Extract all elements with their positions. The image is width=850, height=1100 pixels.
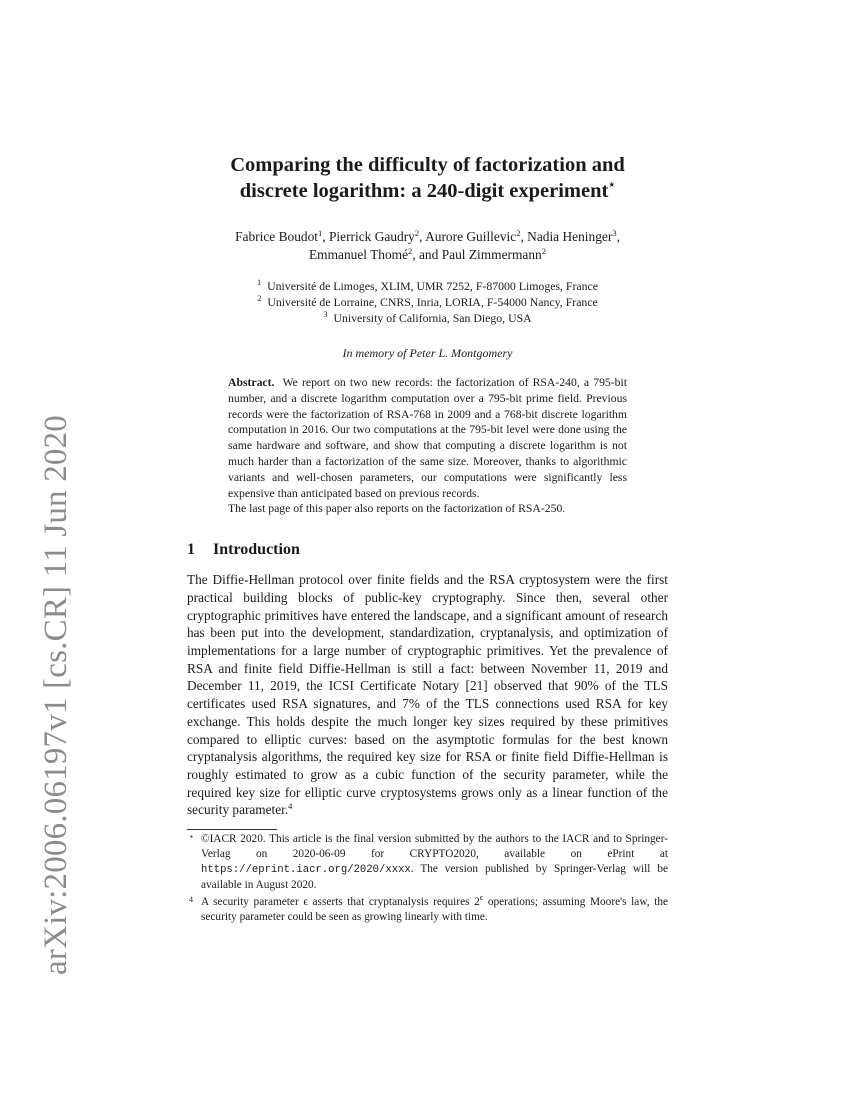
title-line-1: Comparing the difficulty of factorization and xyxy=(230,154,625,176)
affiliation-number: 3 xyxy=(323,309,328,319)
author-affiliation-mark: 1 xyxy=(318,228,323,238)
footnote-text: A security parameter ϵ asserts that cryptanalysis requires 2 xyxy=(201,896,480,909)
footnote-security-parameter xyxy=(187,892,668,925)
dedication: In memory of Peter L. Montgomery xyxy=(342,346,513,360)
author-list xyxy=(187,228,668,264)
affiliation-text: Université de Lorraine, CNRS, Inria, LORIA, F-54000 Nancy, France xyxy=(267,295,598,309)
author-name: Paul Zimmermann xyxy=(441,247,542,262)
introduction-paragraph xyxy=(187,571,668,819)
footnote-text-end: . The version published by Springer-Verlag will be available in August 2020. xyxy=(201,863,668,892)
author-separator: , xyxy=(520,229,528,244)
abstract xyxy=(228,375,627,517)
author-affiliation-mark: 3 xyxy=(612,228,617,238)
affiliation-item xyxy=(187,294,668,310)
author-affiliation-mark: 2 xyxy=(414,228,420,238)
section-heading xyxy=(187,541,668,559)
abstract-label: Abstract. xyxy=(228,376,275,389)
author-name: Pierrick Gaudry xyxy=(328,229,415,244)
section-title: Introduction xyxy=(213,541,300,559)
footnote-text: ©IACR 2020. This article is the final version submitted by the authors to the IACR and to Springer-Verlag on 2020-06-09 for CRYPTO2020, available on ePrint at xyxy=(201,833,668,861)
author-affiliation-mark: 2 xyxy=(541,246,546,256)
footnote-copyright xyxy=(187,832,668,893)
author-separator: , and xyxy=(412,247,442,262)
abstract-text: We report on two new records: the factorization of RSA-240, a 795-bit number, and a discrete logarithm computation over a 795-bit prime field. Previous records were the factorization of RSA-768 in 2009 and a 768-bit discrete logarithm computation in 2016. Our two computations at the 795-bit level were done using the same hardware and software, and show that computing a discrete logarithm is not much harder than a factorization of the same size. Moreover, thanks to algorithmic variants and well-chosen parameters, our computations were significantly less expensive than anticipated based on previous records. xyxy=(228,376,627,500)
affiliation-text: Université de Limoges, XLIM, UMR 7252, F-87000 Limoges, France xyxy=(267,279,599,293)
footnote-reference: 4 xyxy=(288,801,293,812)
author-affiliation-mark: 2 xyxy=(408,246,413,256)
author-separator: , xyxy=(616,229,620,244)
footnote-text-end: operations; assuming Moore's law, the security parameter could be seen as growing linearly with time. xyxy=(201,896,668,924)
footnote-mark: 4 xyxy=(189,895,193,905)
affiliation-number: 1 xyxy=(256,277,262,287)
paper-first-page xyxy=(187,152,668,925)
title-line-2: discrete logarithm: a 240-digit experiment xyxy=(239,180,609,202)
affiliation-list xyxy=(187,278,668,326)
affiliation-number: 2 xyxy=(257,293,262,303)
paper-title xyxy=(187,152,668,204)
introduction-text: The Diffie-Hellman protocol over finite fields and the RSA cryptosystem were the first practical building blocks of public-key cryptography. Since then, several other cryptographic primitives have entered the landscape, and a significant amount of research has been put into the development, standardization, cryptanalysis, and optimization of implementations for a large number of cryptographic primitives. Yet the prevalence of RSA and finite field Diffie-Hellman is still a fact: between November 11, 2019 and December 11, 2019, the ICSI Certificate Notary [21] observed that 90% of the TLS certificates used RSA signatures, and 7% of the TLS connections used RSA for key exchange. This holds despite the much longer key sizes required by these primitives compared to elliptic curves: based on the asymptotic formulas for the best known cryptanalysis algorithms, the required key size for RSA or finite field Diffie-Hellman is roughly estimated to grow as a cubic function of the security parameter, while the required key size for elliptic curve cryptosystems grows only as a linear function of the security parameter. xyxy=(187,572,668,818)
section-number: 1 xyxy=(187,541,195,559)
affiliation-item xyxy=(187,278,668,294)
author-name: Fabrice Boudot xyxy=(235,229,319,244)
footnote-divider xyxy=(187,829,277,830)
affiliation-text: University of California, San Diego, USA xyxy=(333,311,532,325)
eprint-url: https://eprint.iacr.org/2020/xxxx xyxy=(201,864,411,877)
affiliation-item xyxy=(187,310,668,326)
author-affiliation-mark: 2 xyxy=(516,228,521,238)
author-separator: , xyxy=(419,229,426,244)
author-name: Nadia Heninger xyxy=(527,229,613,244)
author-separator: , xyxy=(322,229,329,244)
author-name: Aurore Guillevic xyxy=(425,229,517,244)
abstract-last-line: The last page of this paper also reports on the factorization of RSA-250. xyxy=(228,502,566,516)
footnote-mark: ⋆ xyxy=(189,832,195,842)
author-name: Emmanuel Thomé xyxy=(309,247,409,262)
arxiv-identifier-stamp: arXiv:2006.06197v1 [cs.CR] 11 Jun 2020 xyxy=(38,414,74,975)
footnote-exponent: ϵ xyxy=(479,892,484,903)
title-footnote-mark: ⋆ xyxy=(608,179,616,191)
